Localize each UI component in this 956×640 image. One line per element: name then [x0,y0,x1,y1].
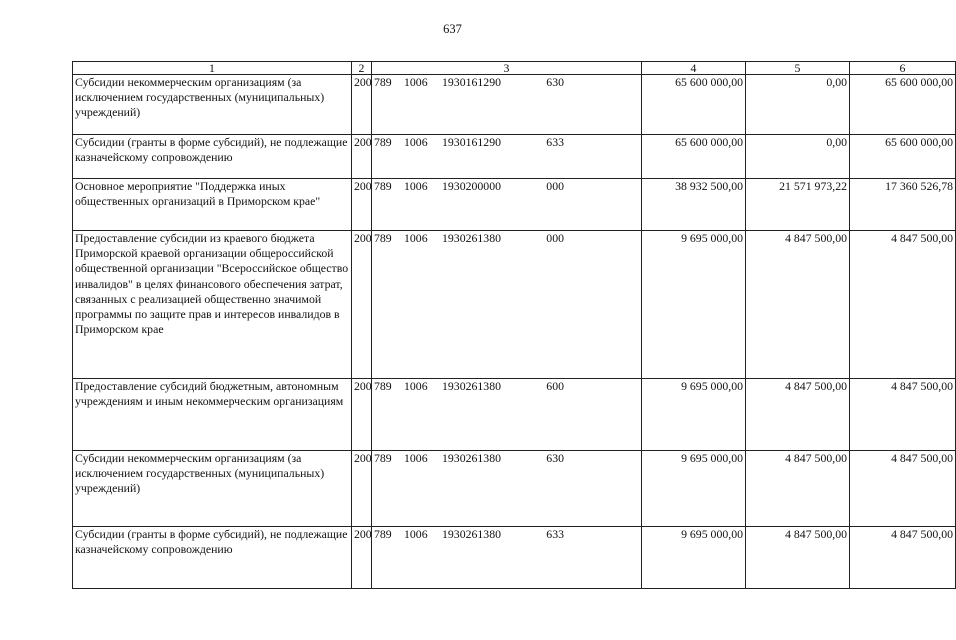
row-amount-col6: 4 847 500,00 [850,231,956,379]
row-amount-col6: 65 600 000,00 [850,135,956,179]
table-row [73,75,956,135]
row-code-col2: 200 [352,379,372,451]
row-description: Основное мероприятие "Поддержка иных общественных организаций в Приморском крае" [73,179,352,231]
code-kind: 600 [546,379,564,393]
row-amount-col5: 0,00 [746,75,850,135]
row-amount-col6: 4 847 500,00 [850,527,956,589]
code-target: 1930261380 [442,231,501,245]
code-section: 1006 [404,231,428,245]
row-code-col2: 200 [352,135,372,179]
row-amount-col6: 17 360 526,78 [850,179,956,231]
code-chapter: 789 [374,179,392,193]
table-row [73,179,956,231]
table-row [73,379,956,451]
code-kind: 633 [546,527,564,541]
code-chapter: 789 [374,451,392,465]
code-target: 1930161290 [442,75,501,89]
row-code-col2: 200 [352,179,372,231]
code-target: 1930261380 [442,527,501,541]
row-amount-col4: 9 695 000,00 [642,451,746,527]
row-amount-col6: 65 600 000,00 [850,75,956,135]
row-budget-code [372,379,642,451]
table-header-row [73,62,956,75]
row-amount-col4: 65 600 000,00 [642,75,746,135]
row-amount-col5: 4 847 500,00 [746,527,850,589]
row-budget-code [372,179,642,231]
column-header-1: 1 [73,62,352,75]
code-kind: 630 [546,75,564,89]
row-budget-code [372,75,642,135]
row-description: Предоставление субсидии из краевого бюджета Приморской краевой организации общероссийской общественной организации "Всероссийское общество инвалидов" в целях финансового обеспечения затрат, связанных с реализацией общественно значимой программы по защите прав и интересов инвалидов в Приморском крае [73,231,352,379]
row-description: Субсидии (гранты в форме субсидий), не подлежащие казначейскому сопровождению [73,527,352,589]
table-row [73,451,956,527]
column-header-5: 5 [746,62,850,75]
row-code-col2: 200 [352,527,372,589]
code-section: 1006 [404,135,428,149]
code-section: 1006 [404,451,428,465]
column-header-4: 4 [642,62,746,75]
row-code-col2: 200 [352,75,372,135]
row-amount-col4: 65 600 000,00 [642,135,746,179]
code-section: 1006 [404,527,428,541]
code-kind: 633 [546,135,564,149]
budget-table [72,61,956,589]
code-section: 1006 [404,379,428,393]
code-chapter: 789 [374,379,392,393]
code-section: 1006 [404,179,428,193]
row-budget-code [372,135,642,179]
row-budget-code [372,451,642,527]
table-row [73,135,956,179]
row-amount-col6: 4 847 500,00 [850,379,956,451]
row-budget-code [372,231,642,379]
code-target: 1930261380 [442,379,501,393]
row-description: Субсидии (гранты в форме субсидий), не подлежащие казначейскому сопровождению [73,135,352,179]
column-header-2: 2 [352,62,372,75]
row-description: Субсидии некоммерческим организациям (за исключением государственных (муниципальных) учреждений) [73,75,352,135]
row-amount-col5: 0,00 [746,135,850,179]
table-row [73,231,956,379]
column-header-3: 3 [372,62,642,75]
code-target: 1930161290 [442,135,501,149]
row-amount-col5: 4 847 500,00 [746,451,850,527]
table-row [73,527,956,589]
code-target: 1930261380 [442,451,501,465]
code-kind: 630 [546,451,564,465]
code-chapter: 789 [374,231,392,245]
row-code-col2: 200 [352,451,372,527]
column-header-6: 6 [850,62,956,75]
row-code-col2: 200 [352,231,372,379]
row-amount-col5: 4 847 500,00 [746,379,850,451]
row-amount-col4: 9 695 000,00 [642,231,746,379]
code-chapter: 789 [374,135,392,149]
code-chapter: 789 [374,75,392,89]
code-chapter: 789 [374,527,392,541]
row-amount-col6: 4 847 500,00 [850,451,956,527]
code-kind: 000 [546,231,564,245]
code-section: 1006 [404,75,428,89]
row-description: Предоставление субсидий бюджетным, автономным учреждениям и иным некоммерческим организациям [73,379,352,451]
row-amount-col4: 9 695 000,00 [642,379,746,451]
row-budget-code [372,527,642,589]
code-target: 1930200000 [442,179,501,193]
row-amount-col4: 38 932 500,00 [642,179,746,231]
page-number: 637 [443,22,462,36]
row-description: Субсидии некоммерческим организациям (за исключением государственных (муниципальных) учреждений) [73,451,352,527]
row-amount-col5: 21 571 973,22 [746,179,850,231]
row-amount-col5: 4 847 500,00 [746,231,850,379]
row-amount-col4: 9 695 000,00 [642,527,746,589]
code-kind: 000 [546,179,564,193]
